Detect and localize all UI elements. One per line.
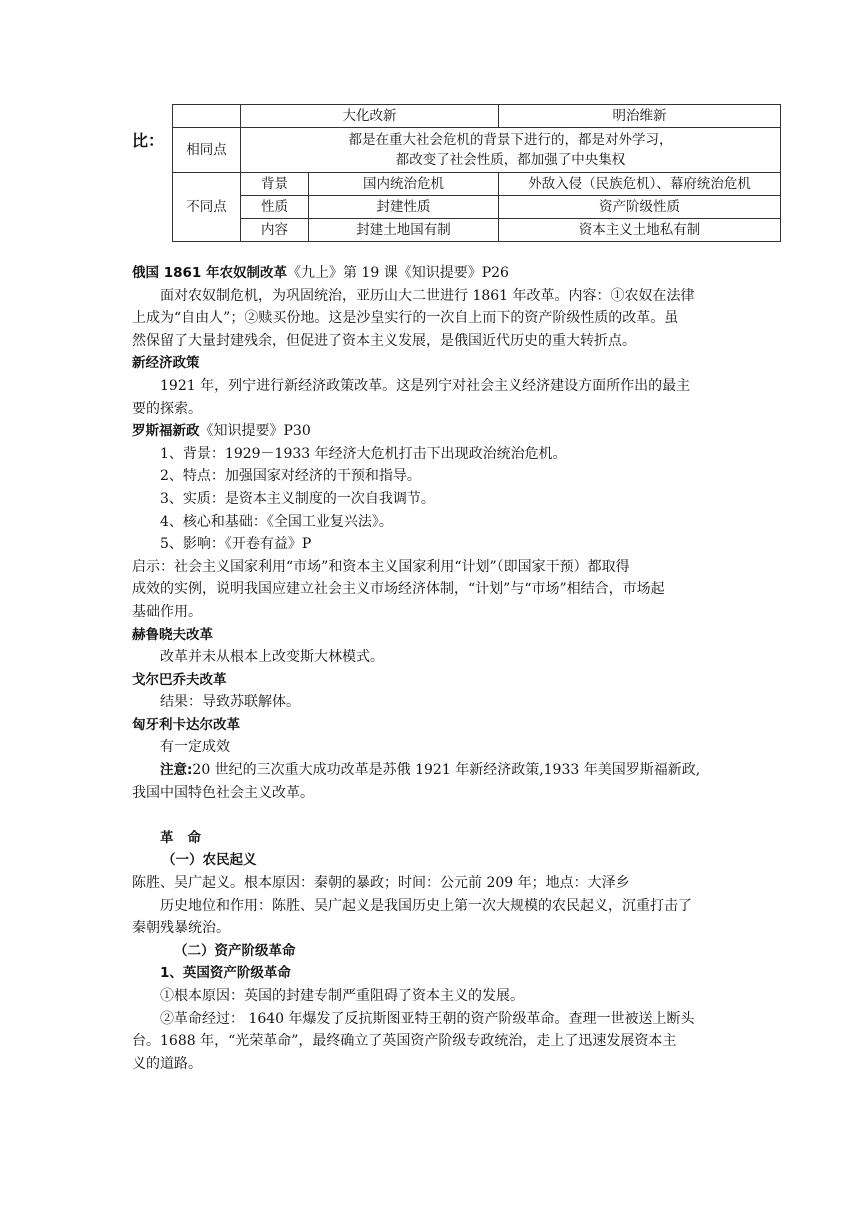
header-dahua: 大化改新 [241,105,499,128]
peasant-line: 历史地位和作用：陈胜、吴广起义是我国历史上第一次大规模的农民起义，沉重打击了 [160,897,692,914]
table-side-label: 比： [132,131,165,150]
diff-label: 不同点 [173,173,241,242]
gorbachev-text: 结果：导致苏联解体。 [160,694,300,711]
header-blank-cell [173,105,241,128]
note-line-2: 我国中国特色社会主义改革。 [132,784,314,801]
khrushchev-text: 改革并未从根本上改变斯大林模式。 [160,649,384,666]
uk-cause: ①根本原因：英国的封建专制严重阻碍了资本主义的发展。 [160,988,524,1004]
same-content [241,128,781,173]
roosevelt-insight-line: 成效的实例，说明我国应建立社会主义市场经济体制，“计划”与“市场”相结合，市场起 [132,581,665,598]
diff-dahua: 封建土地国有制 [309,219,499,242]
nep-line: 1921 年，列宁进行新经济政策改革。这是列宁对社会主义经济建设方面所作出的最主 [160,377,691,394]
roosevelt-title: 罗斯福新政 [132,423,200,440]
diff-aspect: 性质 [241,196,309,219]
note-text: 20 世纪的三次重大成功改革是苏俄 1921 年新经济政策,1933 年美国罗斯福新政, [192,762,701,779]
diff-row-content [173,219,781,242]
diff-meiji: 资本主义土地私有制 [499,219,781,242]
table-header-row [173,105,781,128]
uk-process-line: ②革命经过： 1640 年爆发了反抗斯图亚特王朝的资产阶级革命。查理一世被送上断头 [160,1010,695,1027]
comparison-table [172,104,781,242]
note-label: 注意: [160,762,193,779]
russia-line: 上成为“自由人”；②赎买份地。这是沙皇实行的一次自上而下的资产阶级性质的改革。虽 [132,310,679,327]
nep-line: 要的探索。 [132,400,202,417]
same-label: 相同点 [173,128,241,173]
roosevelt-item: 1、背景：1929－1933 年经济大危机打击下出现政治统治危机。 [160,445,567,462]
same-text-2: 都改变了社会性质，都加强了中央集权 [395,152,626,168]
russia-line: 面对农奴制危机，为巩固统治，亚历山大二世进行 1861 年改革。内容：①农奴在法律 [160,287,695,304]
roosevelt-item: 2、特点：加强国家对经济的干预和指导。 [160,468,421,485]
roosevelt-heading [132,420,742,443]
diff-meiji: 资产阶级性质 [499,196,781,219]
body-text [132,262,742,1075]
diff-aspect: 内容 [241,219,309,242]
revolution-title [132,827,742,850]
russia-ref: 《九上》第 19 课《知识提要》P26 [286,265,509,281]
peasant-line: 秦朝残暴统治。 [132,920,230,937]
uk-revolution-title: 1、英国资产阶级革命 [160,965,291,982]
roosevelt-item: 3、实质：是资本主义制度的一次自我调节。 [160,490,435,507]
roosevelt-insight-line: 基础作用。 [132,603,202,620]
diff-dahua: 封建性质 [309,196,499,219]
diff-row-nature [173,196,781,219]
roosevelt-insight-line: 启示：社会主义国家利用“市场”和资本主义国家利用“计划”（即国家干预）都取得 [132,558,630,575]
revolution-title-text: 革命 [160,829,215,846]
uk-process-line: 义的道路。 [132,1055,202,1072]
roosevelt-item: 4、核心和基础：《全国工业复兴法》。 [160,513,393,530]
uk-process-line: 台。1688 年，“光荣革命”，最终确立了英国资产阶级专政统治，走上了迅速发展资本主 [132,1033,677,1050]
nep-title: 新经济政策 [132,355,200,372]
peasant-title: （一）农民起义 [162,852,257,869]
gorbachev-title: 戈尔巴乔夫改革 [132,671,227,688]
peasant-line: 陈胜、吴广起义。根本原因：秦朝的暴政；时间：公元前 209 年；地点：大泽乡 [132,875,630,892]
same-text-1: 都是在重大社会危机的背景下进行的，都是对外学习， [348,132,673,148]
russia-line: 然保留了大量封建残余，但促进了资本主义发展，是俄国近代历史的重大转折点。 [132,332,636,349]
kadar-text: 有一定成效 [160,739,230,756]
peasant-title-row [132,849,742,872]
roosevelt-ref: 《知识提要》P30 [199,423,311,440]
spacer [132,804,742,827]
russia-title: 俄国 1861 年农奴制改革 [132,265,287,281]
roosevelt-item: 5、影响：《开卷有益》P [160,536,312,553]
kadar-title: 匈牙利卡达尔改革 [132,716,240,733]
header-meiji: 明治维新 [499,105,781,128]
diff-row-background [173,173,781,196]
bourgeois-title: （二）资产阶级革命 [174,942,296,959]
same-row [173,128,781,173]
diff-meiji: 外敌入侵（民族危机）、幕府统治危机 [499,173,781,196]
diff-dahua: 国内统治危机 [309,173,499,196]
note-line [132,759,742,782]
khrushchev-title: 赫鲁晓夫改革 [132,626,213,643]
russia-heading [132,262,742,285]
diff-aspect: 背景 [241,173,309,196]
